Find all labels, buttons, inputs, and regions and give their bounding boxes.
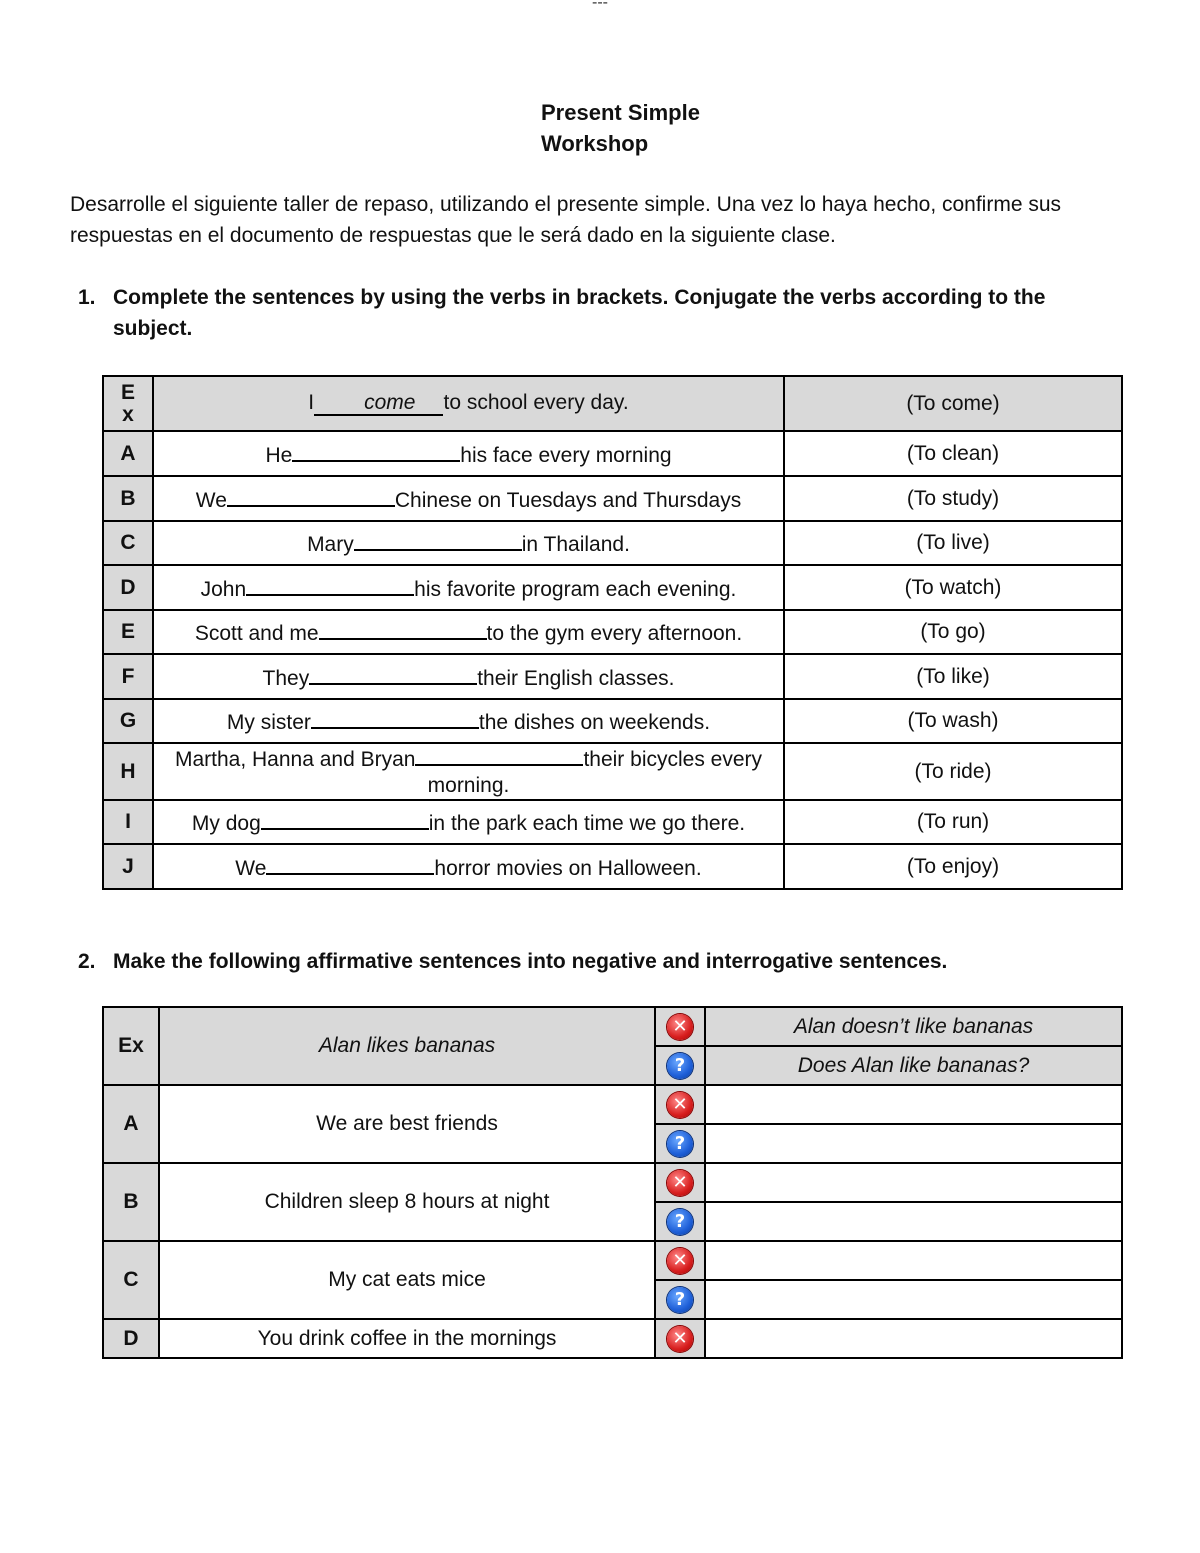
affirmative-sentence: My cat eats mice — [159, 1241, 655, 1319]
section-2-text: Make the following affirmative sentences into negative and interrogative sentences. — [113, 950, 948, 973]
table-row — [103, 699, 1122, 743]
negative-icon-cell — [655, 1085, 705, 1124]
question-answer-cell[interactable] — [705, 1280, 1122, 1319]
row-letter: C — [103, 521, 153, 565]
table-row — [103, 1085, 1122, 1124]
question-answer-cell[interactable] — [705, 1124, 1122, 1163]
table-row — [103, 431, 1122, 476]
row-letter: D — [103, 565, 153, 610]
negative-answer-cell[interactable] — [705, 1319, 1122, 1358]
title-line-1: Present Simple — [541, 100, 700, 125]
section-1-text: Complete the sentences by using the verbs in brackets. Conjugate the verbs according to the subject. — [113, 286, 1046, 340]
verb-hint: (To wash) — [784, 699, 1122, 743]
table-row — [103, 565, 1122, 610]
verb-hint: (To study) — [784, 476, 1122, 521]
sentence-cell: Mary in Thailand. — [153, 521, 784, 565]
example-answer: come — [314, 392, 443, 416]
table-row — [103, 521, 1122, 565]
answer-blank[interactable] — [415, 744, 583, 766]
page-top-marker: --- — [592, 0, 608, 11]
transformation-table — [102, 1006, 1123, 1359]
table-row — [103, 610, 1122, 654]
row-letter: A — [103, 431, 153, 476]
x-circle-icon: ✕ — [667, 1092, 693, 1118]
row-letter: I — [103, 800, 153, 844]
affirmative-sentence: You drink coffee in the mornings — [159, 1319, 655, 1358]
negative-icon-cell — [655, 1241, 705, 1280]
row-letter: C — [103, 1241, 159, 1319]
verb-hint: (To like) — [784, 654, 1122, 699]
row-letter: A — [103, 1085, 159, 1163]
question-icon-cell — [655, 1280, 705, 1319]
instructions-paragraph: Desarrolle el siguiente taller de repaso, utilizando el presente simple. Una vez lo haya hecho, confirme sus respuestas en el documento de respuestas que le será dado en la siguiente clase. — [70, 193, 1062, 247]
affirmative-sentence: We are best friends — [159, 1085, 655, 1163]
negative-answer-cell[interactable] — [705, 1241, 1122, 1280]
answer-blank[interactable] — [309, 663, 477, 685]
sentence-cell: Scott and me to the gym every afternoon. — [153, 610, 784, 654]
x-circle-icon: ✕ — [667, 1170, 693, 1196]
question-circle-icon: ? — [667, 1209, 693, 1235]
negative-answer-cell[interactable] — [705, 1085, 1122, 1124]
question-icon-cell — [655, 1124, 705, 1163]
x-circle-icon: ✕ — [667, 1326, 693, 1352]
sentence-cell: My sister the dishes on weekends. — [153, 699, 784, 743]
sentence-cell: Martha, Hanna and Bryan their bicycles every morning. — [153, 743, 784, 800]
negative-icon-cell — [655, 1163, 705, 1202]
row-letter: B — [103, 476, 153, 521]
example-question: Does Alan like bananas? — [705, 1046, 1122, 1085]
x-circle-icon: ✕ — [667, 1248, 693, 1274]
answer-blank[interactable] — [227, 485, 395, 507]
table-row — [103, 1163, 1122, 1202]
verb-hint: (To watch) — [784, 565, 1122, 610]
question-answer-cell[interactable] — [705, 1202, 1122, 1241]
verb-hint: (To ride) — [784, 743, 1122, 800]
answer-blank[interactable] — [354, 529, 522, 551]
question-icon-cell — [655, 1046, 705, 1085]
row-letter: E — [103, 610, 153, 654]
table-row-example — [103, 1007, 1122, 1046]
example-sentence: I come to school every day. — [153, 376, 784, 431]
row-letter: E x — [103, 376, 153, 431]
conjugation-table — [102, 375, 1123, 890]
row-letter: F — [103, 654, 153, 699]
verb-hint: (To run) — [784, 800, 1122, 844]
sentence-cell: They their English classes. — [153, 654, 784, 699]
sentence-cell: We horror movies on Halloween. — [153, 844, 784, 889]
row-letter: D — [103, 1319, 159, 1358]
answer-blank[interactable] — [319, 618, 487, 640]
table-row — [103, 1241, 1122, 1280]
table-row — [103, 800, 1122, 844]
title-line-2: Workshop — [541, 131, 649, 156]
question-circle-icon: ? — [667, 1287, 693, 1313]
sentence-cell: He his face every morning — [153, 431, 784, 476]
table-row — [103, 743, 1122, 800]
answer-blank[interactable] — [266, 853, 434, 875]
negative-icon-cell — [655, 1319, 705, 1358]
sentence-cell: We Chinese on Tuesdays and Thursdays — [153, 476, 784, 521]
section-2-number: 2. — [78, 950, 96, 973]
verb-hint: (To enjoy) — [784, 844, 1122, 889]
verb-hint: (To live) — [784, 521, 1122, 565]
row-letter: B — [103, 1163, 159, 1241]
affirmative-sentence: Children sleep 8 hours at night — [159, 1163, 655, 1241]
negative-answer-cell[interactable] — [705, 1163, 1122, 1202]
answer-blank[interactable] — [261, 808, 429, 830]
verb-hint: (To come) — [784, 376, 1122, 431]
verb-hint: (To clean) — [784, 431, 1122, 476]
verb-hint: (To go) — [784, 610, 1122, 654]
row-letter: J — [103, 844, 153, 889]
page-title — [541, 97, 700, 159]
answer-blank[interactable] — [246, 574, 414, 596]
sentence-cell: John his favorite program each evening. — [153, 565, 784, 610]
table-row-example — [103, 376, 1122, 431]
table-row — [103, 844, 1122, 889]
section-2-heading — [70, 946, 1130, 977]
example-negative: Alan doesn’t like bananas — [705, 1007, 1122, 1046]
sentence-cell: My dog in the park each time we go there. — [153, 800, 784, 844]
x-circle-icon: ✕ — [667, 1014, 693, 1040]
table-row — [103, 476, 1122, 521]
example-sentence: Alan likes bananas — [159, 1007, 655, 1085]
table-row — [103, 1319, 1122, 1358]
question-circle-icon: ? — [667, 1053, 693, 1079]
table-row — [103, 654, 1122, 699]
row-letter: Ex — [103, 1007, 159, 1085]
section-1-number: 1. — [78, 286, 96, 309]
negative-icon-cell — [655, 1007, 705, 1046]
row-letter: H — [103, 743, 153, 800]
question-circle-icon: ? — [667, 1131, 693, 1157]
answer-blank[interactable] — [311, 707, 479, 729]
answer-blank[interactable] — [292, 440, 460, 462]
section-1-heading — [70, 282, 1130, 344]
row-letter: G — [103, 699, 153, 743]
question-icon-cell — [655, 1202, 705, 1241]
